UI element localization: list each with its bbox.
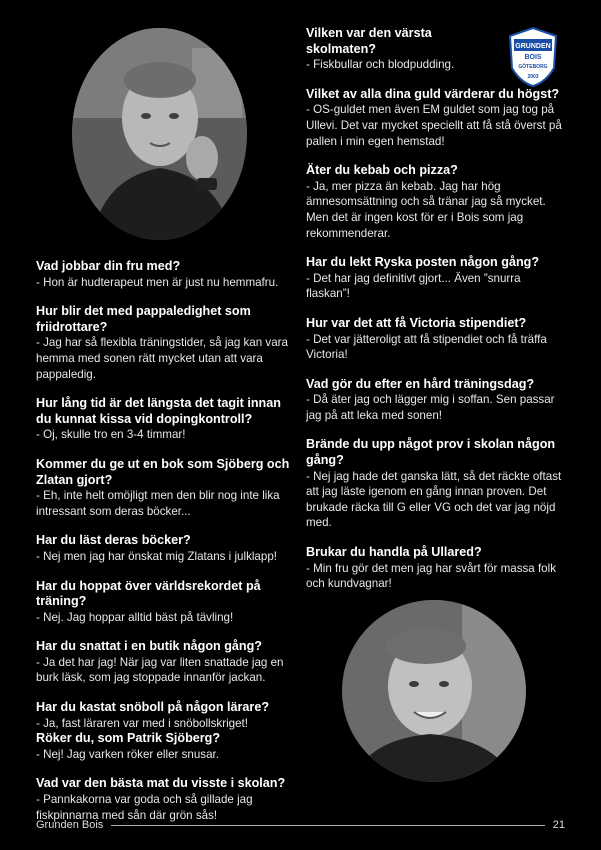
qa-item [306, 163, 566, 241]
qa-item [36, 259, 296, 290]
qa-item [36, 700, 296, 762]
man-smiling-image [342, 600, 526, 782]
question: Hur var det att få Victoria stipendiet? [306, 315, 527, 330]
qa-item [306, 255, 566, 302]
answer: - Då äter jag och lägger mig i soffan. Sen passar jag på att leka med sonen! [306, 393, 555, 422]
question: Har du kastat snöboll på någon lärare? [36, 700, 270, 715]
answer: - Fiskbullar och blodpudding. [306, 58, 455, 72]
logo-line2: BOIS [524, 54, 542, 61]
answer: - OS-guldet men även EM guldet som jag tog på Ullevi. Det var mycket speciellt att få stå överst på pallen i min egen hemstad! [306, 103, 562, 148]
question: Vilket av alla dina guld värderar du högst? [306, 86, 560, 101]
question: Har du lekt Ryska posten någon gång? [306, 255, 540, 270]
answer: - Nej! Jag varken röker eller snusar. [36, 747, 219, 761]
question: Vad jobbar din fru med? [36, 259, 181, 273]
answer: - Nej. Jag hoppar alltid bäst på tävling! [36, 610, 234, 624]
question: Brukar du handla på Ullared? [306, 545, 482, 560]
footer-divider [111, 825, 544, 826]
qa-item [306, 377, 566, 424]
answer: - Jag har så flexibla träningstider, så jag kan vara hemma med sonen rätt mycket utan att vara pappaledig. [36, 336, 288, 381]
question: Har du snattat i en butik någon gång? [36, 639, 262, 654]
qa-item [36, 457, 296, 519]
answer: - Ja det har jag! När jag var liten snattade jag en burk läsk, som jag stoppade innanför jackan. [36, 655, 284, 685]
qa-item [36, 304, 296, 382]
man-portrait-image [72, 28, 247, 240]
question: Hur lång tid är det längsta det tagit innan du kunnat kissa vid dopingkontroll? [36, 396, 281, 426]
question: Hur blir det med pappaledighet som friidrottare? [36, 304, 251, 334]
question: Har du hoppat över världsrekordet på träning? [36, 578, 261, 609]
answer: - Ja, mer pizza än kebab. Jag har hög ämnesomsättning och så tränar jag så mycket. Men det är ingen kost för er i Bois som jag rekommenderar. [306, 179, 546, 240]
answer: - Min fru gör det men jag har svårt för massa folk och kundvagnar! [306, 561, 557, 591]
qa-item [36, 396, 296, 443]
answer: - Hon är hudterapeut men är just nu hemmafru. [36, 275, 279, 289]
qa-item [306, 316, 566, 363]
question: Har du läst deras böcker? [36, 533, 191, 548]
answer: - Eh, inte helt omöjligt men den blir nog inte lika intressant som deras böcker... [36, 489, 280, 518]
answer: - Oj, skulle tro en 3-4 timmar! [36, 428, 186, 442]
qa-item [36, 579, 296, 626]
publication-name: Grunden Bois [36, 819, 104, 831]
question: Vad gör du efter en hård träningsdag? [306, 376, 535, 391]
answer: - Det har jag definitivt gjort... Även ”snurra flaskan”! [306, 271, 521, 301]
qa-item [306, 437, 566, 531]
question: Kommer du ge ut en bok som Sjöberg och Zlatan gjort? [36, 456, 290, 487]
logo-year: 2003 [527, 74, 539, 80]
logo-line1: GRUNDEN [515, 43, 551, 50]
qa-item [36, 639, 296, 686]
answer: - Nej men jag har önskat mig Zlatans i julklapp! [36, 549, 278, 563]
question: Äter du kebab och pizza? [306, 163, 458, 178]
right-column [306, 26, 566, 606]
left-column [36, 259, 296, 837]
answer: - Nej jag hade det ganska lätt, så det räckte oftast att jag läste igenom en gång innan proven. Det brukade räcka till G eller VG och det var jag nöjd med. [306, 469, 562, 530]
question: Röker du, som Patrik Sjöberg? [36, 731, 221, 746]
question: Vilken var den värsta skolmaten? [306, 26, 432, 56]
portrait-photo-top [72, 28, 247, 240]
page-number: 21 [552, 819, 565, 831]
qa-item [306, 26, 566, 73]
qa-item [36, 776, 296, 823]
question: Brände du upp något prov i skolan någon gång? [306, 437, 556, 468]
answer: - Ja, fast läraren var med i snöbollskriget! [36, 716, 248, 730]
qa-item [306, 87, 566, 149]
page-footer [36, 818, 565, 832]
qa-item [36, 533, 296, 564]
logo-line3: GÖTEBORG [518, 64, 548, 70]
portrait-photo-bottom [342, 600, 526, 782]
answer: - Det var jätteroligt att få stipendiet och få träffa Victoria! [306, 332, 547, 362]
qa-item [306, 545, 566, 592]
answer: - Pannkakorna var goda och så gillade jag fiskpinnarna med sån där grön sås! [36, 793, 253, 822]
question: Vad var den bästa mat du visste i skolan? [36, 776, 286, 791]
